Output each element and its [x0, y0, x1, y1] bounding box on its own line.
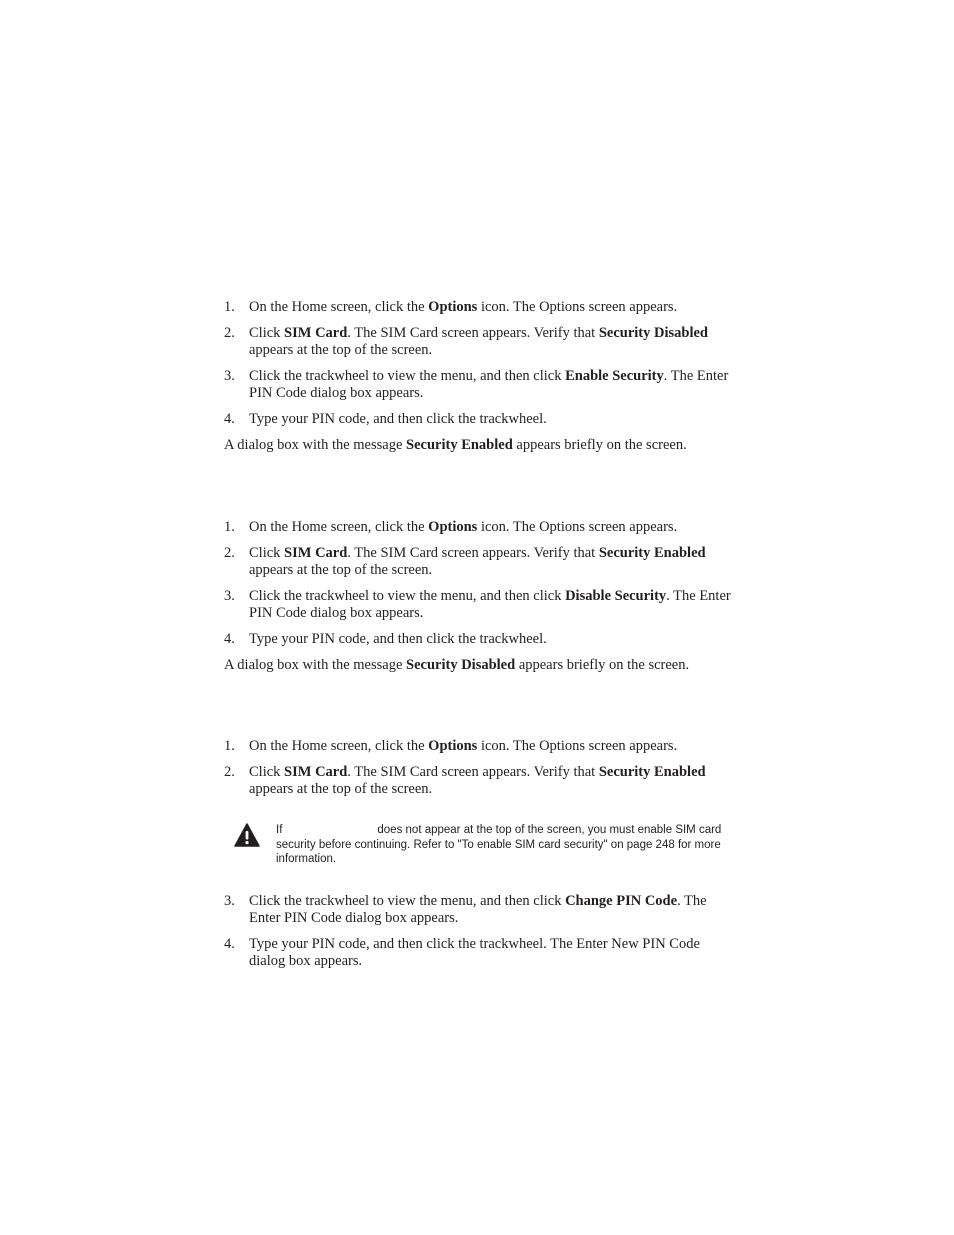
step-item [224, 738, 734, 755]
text-run: appears briefly on the screen. [512, 437, 687, 453]
step-number: 4. [224, 935, 235, 952]
step-item [224, 764, 734, 798]
step-number: 2. [224, 764, 235, 780]
step-number: 1. [224, 519, 235, 535]
bold-term: Disable Security [565, 588, 667, 604]
step-number: 1. [224, 299, 235, 315]
step-text [249, 519, 677, 535]
text-run: Type your PIN code, and then click the trackwheel. [249, 631, 547, 647]
bold-term: SIM Card [284, 545, 348, 561]
bold-term: SIM Card [284, 764, 348, 780]
warning-icon [234, 823, 260, 847]
step-number: 4. [224, 411, 235, 427]
step-item [224, 325, 734, 359]
step-item [224, 368, 734, 402]
bold-term: SIM Card [284, 325, 348, 341]
step-item [224, 299, 734, 316]
text-run: Click [249, 764, 285, 780]
text-run: appears at the top of the screen. [249, 562, 433, 578]
text-run: A dialog box with the message [224, 657, 407, 673]
step-list [224, 519, 734, 648]
text-run: Click [249, 325, 285, 341]
step-text [249, 893, 707, 926]
step-text [249, 588, 731, 621]
text-run: . The SIM Card screen appears. Verify that [347, 764, 599, 780]
step-item [224, 936, 734, 970]
note-lead: If [276, 824, 283, 836]
step-number: 2. [224, 325, 235, 341]
step-item [224, 631, 734, 648]
text-run: Type your PIN code, and then click the trackwheel. [249, 411, 547, 427]
text-run: . The SIM Card screen appears. Verify that [347, 325, 599, 341]
step-number: 3. [224, 892, 235, 909]
warning-note [224, 823, 734, 867]
bold-term: Options [428, 519, 478, 535]
step-list [224, 299, 734, 428]
text-run: Click the trackwheel to view the menu, and then click [249, 368, 566, 384]
step-text [249, 545, 706, 578]
bold-term: Options [428, 299, 478, 315]
bold-term: Options [428, 738, 478, 754]
text-run: A dialog box with the message [224, 437, 407, 453]
step-item [224, 893, 734, 927]
result-paragraph [224, 657, 734, 674]
step-text [249, 936, 700, 969]
text-run: appears at the top of the screen. [249, 342, 433, 358]
step-item [224, 545, 734, 579]
step-number: 3. [224, 368, 235, 384]
warning-note-text [276, 823, 734, 867]
step-text [249, 738, 677, 754]
bold-term: Security Enabled [598, 764, 706, 780]
step-text [249, 368, 728, 401]
text-run: On the Home screen, click the [249, 299, 429, 315]
bold-term: Enable Security [565, 368, 664, 384]
text-run: icon. The Options screen appears. [477, 738, 678, 754]
bold-term: Security Enabled [598, 545, 706, 561]
step-number: 2. [224, 545, 235, 561]
step-text [249, 764, 706, 797]
text-run: . The Enter PIN Code dialog box appears. [249, 588, 731, 621]
step-text [249, 325, 708, 358]
text-run: icon. The Options screen appears. [477, 299, 678, 315]
bold-term: Security Enabled [406, 437, 513, 453]
section-disable-sim-security [224, 519, 734, 674]
step-item [224, 411, 734, 428]
step-text [249, 299, 677, 315]
step-text [249, 411, 547, 427]
step-number: 1. [224, 738, 235, 754]
step-item [224, 588, 734, 622]
step-list [224, 738, 734, 798]
text-run: On the Home screen, click the [249, 738, 429, 754]
text-run: . The Enter PIN Code dialog box appears. [249, 368, 729, 401]
bold-term: Security Disabled [598, 325, 708, 341]
text-run: On the Home screen, click the [249, 519, 429, 535]
note-body: does not appear at the top of the screen, you must enable SIM card security before continuing. Refer to "To enable SIM card security" on page 248 for more information. [276, 824, 722, 865]
step-list [224, 893, 734, 970]
bold-term: Change PIN Code [565, 892, 678, 909]
text-run: icon. The Options screen appears. [477, 519, 678, 535]
text-run: appears at the top of the screen. [249, 781, 433, 797]
text-run: Click the trackwheel to view the menu, and then click [249, 892, 566, 909]
bold-term: Security Disabled [406, 657, 516, 673]
step-number: 3. [224, 588, 235, 604]
text-run: . The Enter PIN Code dialog box appears. [249, 892, 707, 926]
text-run: Click the trackwheel to view the menu, and then click [249, 588, 566, 604]
step-item [224, 519, 734, 536]
step-number: 4. [224, 631, 235, 647]
section-change-pin-code [224, 738, 734, 979]
text-run: appears briefly on the screen. [515, 657, 690, 673]
text-run: Type your PIN code, and then click the trackwheel. The Enter New PIN Code dialog box appears. [249, 935, 700, 969]
text-run: Click [249, 545, 285, 561]
step-text [249, 631, 547, 647]
result-paragraph [224, 437, 734, 454]
text-run: . The SIM Card screen appears. Verify that [347, 545, 599, 561]
section-enable-sim-security [224, 299, 734, 454]
